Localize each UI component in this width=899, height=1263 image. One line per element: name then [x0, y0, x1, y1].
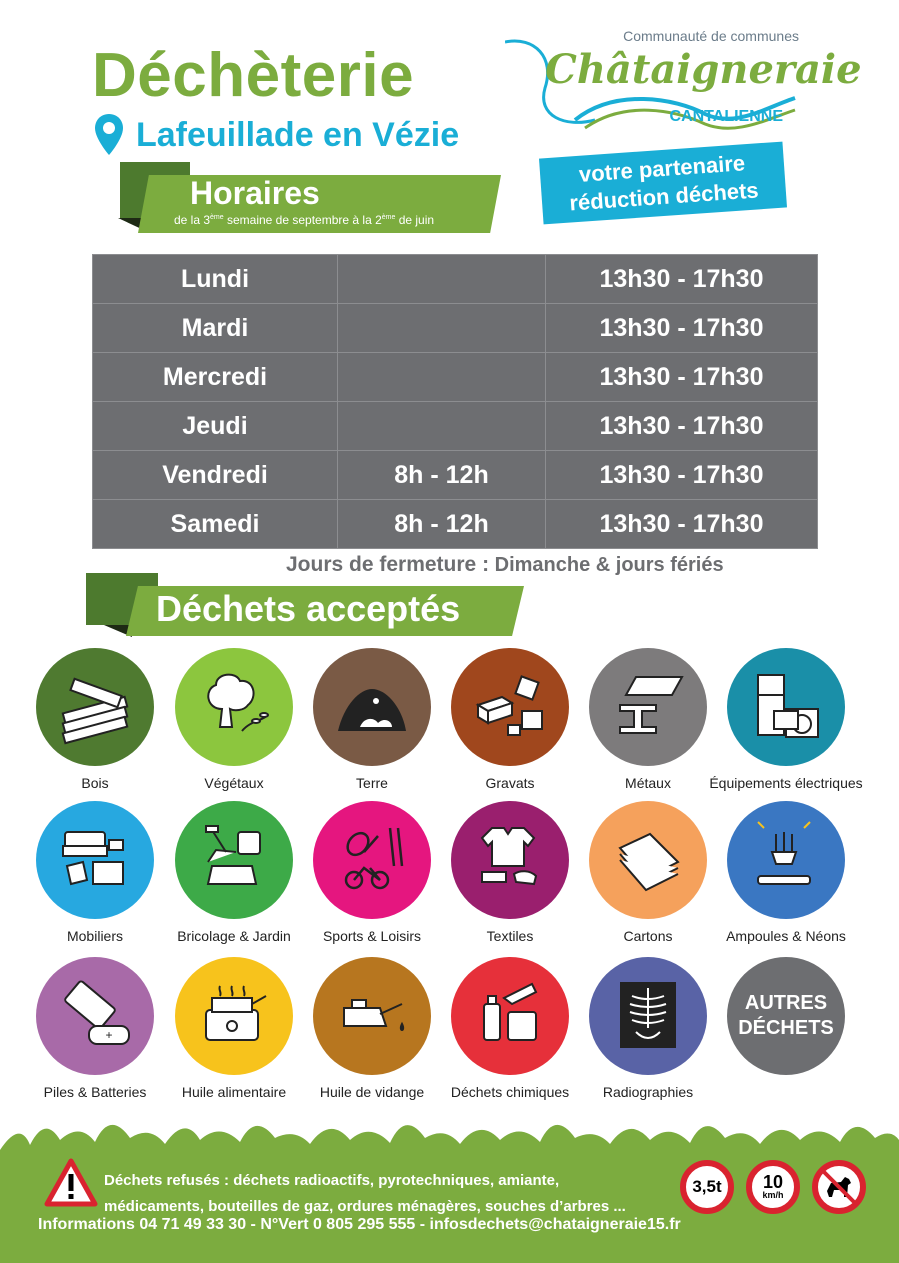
dog-icon: [819, 1167, 859, 1207]
weight-limit-text: 3,5t: [692, 1177, 722, 1196]
map-pin-icon: [92, 112, 126, 158]
am-cell: [338, 402, 546, 451]
clothes-icon: [451, 801, 569, 919]
autres-line1: AUTRES: [744, 992, 828, 1014]
pm-cell: 13h30 - 17h30: [546, 255, 818, 304]
rubble-blocks-icon: [451, 648, 569, 766]
waste-category: [706, 957, 866, 1075]
pm-cell: 13h30 - 17h30: [546, 402, 818, 451]
waste-category-label: Bricolage & Jardin: [177, 928, 291, 944]
metal-beam-icon: [589, 648, 707, 766]
waste-category-label: Bois: [81, 775, 109, 791]
tree-icon: [175, 648, 293, 766]
batteries-icon: [36, 957, 154, 1075]
appliances-icon: [727, 648, 845, 766]
furniture-icon: [36, 801, 154, 919]
waste-category: [292, 648, 452, 791]
waste-category-label: Radiographies: [602, 1084, 694, 1100]
waste-category-label: Équipements électriques: [709, 775, 863, 791]
closing-value: Dimanche & jours fériés: [489, 554, 724, 576]
no-dogs-sign: [812, 1160, 866, 1214]
cardboard-icon: [589, 801, 707, 919]
partner-line1: votre partenaire: [578, 150, 746, 187]
oil-can-icon: [313, 957, 431, 1075]
closing-label: Jours de fermeture :: [286, 553, 490, 576]
waste-category: [430, 648, 590, 791]
waste-category-label: Huile de vidange: [319, 1084, 425, 1100]
day-cell: Samedi: [93, 500, 338, 549]
waste-category: [568, 648, 728, 791]
brand-community: Communauté de communes: [623, 28, 799, 44]
sports-icon: [313, 801, 431, 919]
waste-category-label: Mobiliers: [66, 928, 123, 944]
closing-days: [286, 553, 724, 577]
waste-category-label: Déchets chimiques: [450, 1084, 570, 1100]
warning-icon: [44, 1158, 98, 1208]
waste-category-label: Terre: [356, 775, 388, 791]
location: [92, 112, 459, 158]
am-cell: 8h - 12h: [338, 500, 546, 549]
day-cell: Vendredi: [93, 451, 338, 500]
table-row: [93, 304, 818, 353]
partner-line2: réduction déchets: [568, 177, 760, 216]
waste-category-label: Métaux: [625, 775, 671, 791]
pm-cell: 13h30 - 17h30: [546, 353, 818, 402]
brand-region: CANTALIENNE: [669, 108, 783, 125]
waste-category: [15, 957, 175, 1100]
day-cell: Jeudi: [93, 402, 338, 451]
horaires-period: de la 3ème semaine de septembre à la 2ème de juin: [174, 213, 435, 227]
day-cell: Mercredi: [93, 353, 338, 402]
waste-category: [706, 648, 866, 791]
waste-category: [292, 957, 452, 1100]
table-row: [93, 402, 818, 451]
waste-category: [15, 801, 175, 944]
refused-line2: médicaments, bouteilles de gaz, ordures ménagères, souches d’arbres ...: [104, 1198, 626, 1215]
refused-line1: Déchets refusés : déchets radioactifs, pyrotechniques, amiante,: [104, 1172, 560, 1189]
location-name: Lafeuillade en Vézie: [136, 115, 460, 154]
am-cell: [338, 304, 546, 353]
waste-category-label: Gravats: [485, 775, 535, 791]
am-cell: [338, 353, 546, 402]
waste-category: [154, 801, 314, 944]
autres-icon: [727, 957, 845, 1075]
waste-category: [154, 648, 314, 791]
waste-category-label: Cartons: [623, 928, 673, 944]
speed-limit-sign: [746, 1160, 800, 1214]
fryer-icon: [175, 957, 293, 1075]
am-cell: [338, 255, 546, 304]
pm-cell: 13h30 - 17h30: [546, 304, 818, 353]
diy-garden-icon: [175, 801, 293, 919]
svg-text:+: +: [105, 1028, 113, 1042]
brand-logo: [505, 28, 862, 148]
bulb-icon: [727, 801, 845, 919]
brand-name: Châtaigneraie: [545, 46, 862, 93]
table-row: [93, 451, 818, 500]
weight-limit-sign: [680, 1160, 734, 1214]
schedule-table: [92, 254, 818, 549]
pm-cell: 13h30 - 17h30: [546, 500, 818, 549]
day-cell: Lundi: [93, 255, 338, 304]
horaires-title: Horaires: [190, 175, 320, 211]
pm-cell: 13h30 - 17h30: [546, 451, 818, 500]
waste-category: [568, 957, 728, 1100]
waste-category-label: Huile alimentaire: [181, 1084, 287, 1100]
day-cell: Mardi: [93, 304, 338, 353]
waste-category: [706, 801, 866, 944]
waste-category: [568, 801, 728, 944]
wood-planks-icon: [36, 648, 154, 766]
partner-badge: [539, 142, 787, 225]
table-row: [93, 255, 818, 304]
speed-limit-text: 10: [762, 1172, 784, 1192]
waste-category-label: Ampoules & Néons: [726, 928, 846, 944]
waste-category: [154, 957, 314, 1100]
chemicals-icon: [451, 957, 569, 1075]
waste-category-label: Sports & Loisirs: [322, 928, 422, 944]
am-cell: 8h - 12h: [338, 451, 546, 500]
xray-icon: [589, 957, 707, 1075]
waste-category: [430, 957, 590, 1100]
table-row: [93, 353, 818, 402]
accepted-title: Déchets acceptés: [156, 588, 461, 629]
waste-category-label: Végétaux: [204, 775, 264, 791]
waste-category-label: Textiles: [486, 928, 534, 944]
refused-waste: [104, 1168, 684, 1220]
waste-category-label: Piles & Batteries: [43, 1084, 147, 1100]
table-row: [93, 500, 818, 549]
speed-limit-unit: km/h: [762, 1190, 784, 1200]
autres-line2: DÉCHETS: [738, 1017, 834, 1039]
soil-pile-icon: [313, 648, 431, 766]
waste-category: [15, 648, 175, 791]
waste-category: [292, 801, 452, 944]
waste-category: [430, 801, 590, 944]
page-title: Déchèterie: [92, 41, 415, 110]
contact-info: Informations 04 71 49 33 30 - N°Vert 0 805 295 555 - infosdechets@chataigneraie15.fr: [38, 1216, 681, 1233]
